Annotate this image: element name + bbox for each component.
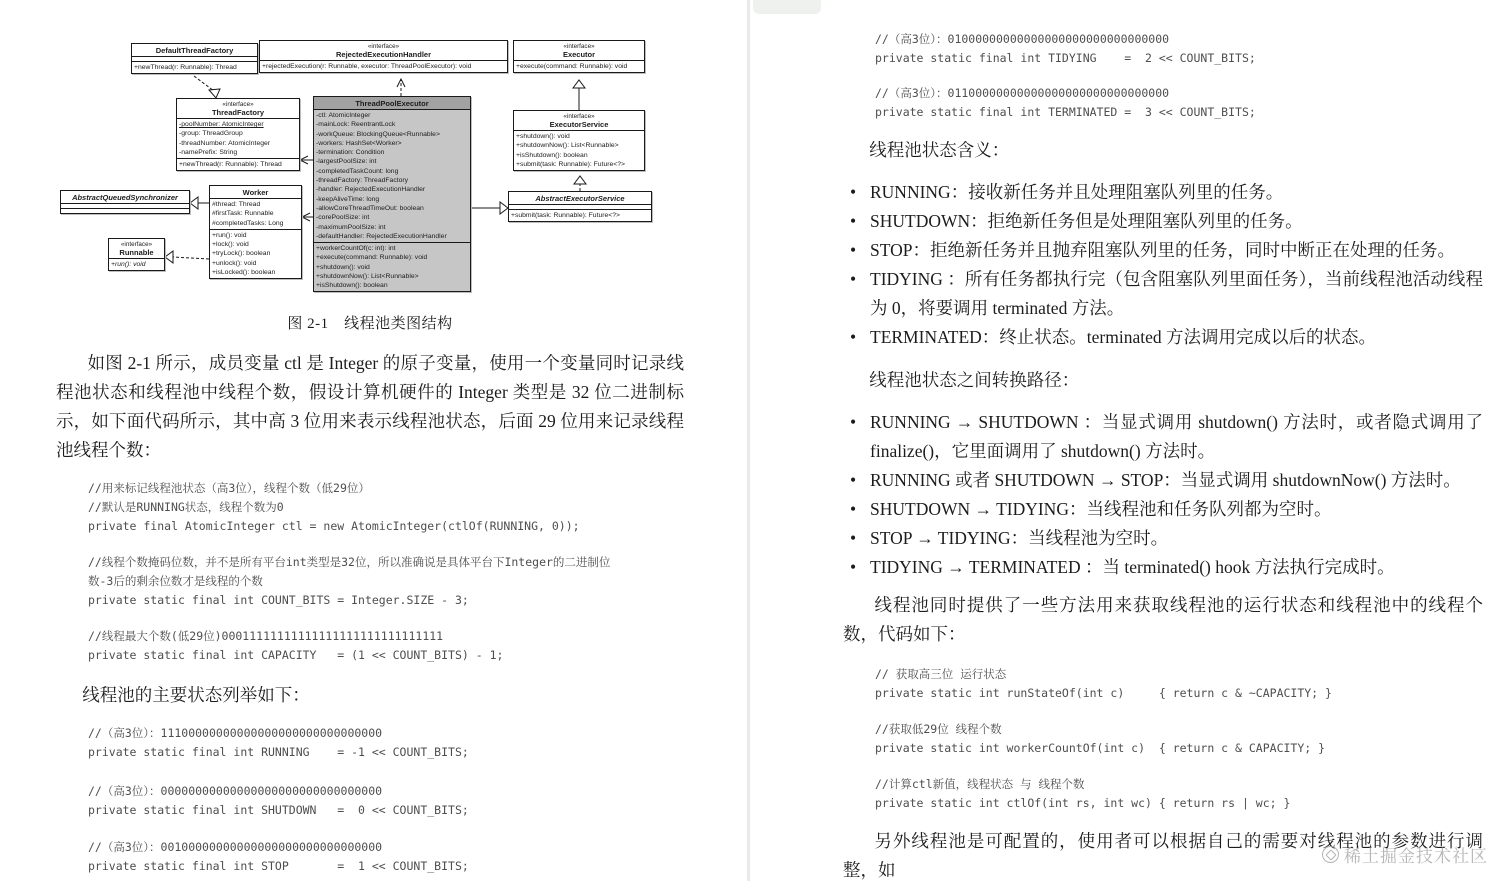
uml-class-executorservice [513, 110, 645, 171]
uml-method: +isShutdown(): boolean [516, 151, 588, 159]
code-line: //默认是RUNNING状态，线程个数为0 [88, 500, 284, 514]
state-meaning-list [843, 178, 1483, 352]
uml-attribute: -keepAliveTime: long [316, 195, 380, 203]
uml-method: +workerCountOf(c: int): int [316, 245, 396, 253]
intro-paragraph: 如图 2-1 所示，成员变量 ctl 是 Integer 的原子变量，使用一个变量同时记录线程池状态和线程池中线程个数，假设计算机硬件的 Integer 类型是 32 位二进制标示，如下面代码所示，其中高 3 位用来表示线程池状态，后面 29 位用来记录线程池线程个数： [56, 353, 684, 460]
uml-method: +tryLock(): boolean [212, 250, 271, 258]
code-line: private static final int COUNT_BITS = Integer.SIZE - 3; [88, 593, 469, 607]
class-name: Runnable [119, 248, 154, 257]
page-left [56, 35, 684, 876]
figure-caption: 图 2-1 线程池类图结构 [287, 316, 453, 332]
uml-class-threadfactory [176, 98, 300, 171]
page-right [843, 30, 1483, 881]
uml-attribute: -handler: RejectedExecutionHandler [316, 186, 426, 194]
code-block-running [56, 724, 684, 762]
bullet-item: • STOP：拒绝新任务并且抛弃阻塞队列里的任务，同时中断正在处理的任务。 [843, 236, 1483, 265]
uml-method: +rejectedExecution(r: Runnable, executor: ThreadPoolExecutor): void [262, 63, 472, 70]
stereotype: «interface» [563, 113, 595, 120]
heading-main-states: 线程池的主要状态列举如下： [82, 685, 310, 705]
code-line: private static final int TIDYING = 2 << COUNT_BITS; [875, 51, 1256, 65]
uml-attribute: -poolNumber: AtomicInteger [179, 121, 264, 128]
uml-method: +isLocked(): boolean [212, 269, 276, 277]
code-block-tidying [843, 30, 1483, 68]
uml-class-title [514, 41, 644, 60]
code-line: //（高3位）：01100000000000000000000000000000 [875, 86, 1170, 100]
juejin-watermark [1322, 842, 1488, 867]
final-paragraph: 另外线程池是可配置的，使用者可以根据自己的需要对线程池的参数进行调整，如 [843, 831, 1483, 880]
uml-empty-compartment [61, 208, 189, 213]
uml-attribute: #firstTask: Runnable [212, 210, 274, 218]
code-line: // 获取高三位 运行状态 [875, 667, 1007, 681]
class-name: ThreadPoolExecutor [355, 99, 429, 108]
code-line: //获取低29位 线程个数 [875, 722, 1002, 736]
class-name: ExecutorService [549, 120, 609, 129]
uml-class-title [509, 192, 651, 204]
uml-methods [514, 60, 644, 72]
bullet-item: • RUNNING：接收新任务并且处理阻塞队列里的任务。 [843, 178, 1483, 207]
uml-method: +shutdown(): void [316, 263, 370, 271]
uml-method: +shutdownNow(): List<Runnable> [516, 142, 619, 150]
uml-attribute: #completedTasks: Long [212, 219, 284, 227]
uml-class-diagram [56, 35, 684, 297]
uml-class-abstractexecutorservice [508, 191, 652, 222]
uml-class-title [314, 97, 470, 109]
uml-attributes [314, 109, 470, 242]
code-line: private static final int CAPACITY = (1 << COUNT_BITS) - 1; [88, 648, 504, 662]
code-line: //线程最大个数(低29位)00011111111111111111111111111111 [88, 629, 444, 643]
uml-method: +shutdownNow(): List<Runnable> [316, 273, 419, 281]
uml-class-defaultthreadfactory [131, 43, 258, 74]
uml-method: +isShutdown(): boolean [316, 282, 388, 290]
uml-method: +submit(task: Runnable): Future<?> [511, 212, 620, 219]
uml-attribute: -maximumPoolSize: int [316, 223, 386, 231]
uml-attribute: -termination: Condition [316, 149, 385, 157]
uml-method: +newThread(r: Runnable): Thread [134, 64, 237, 71]
uml-class-rejectedexecutionhandler [259, 40, 508, 73]
bullet-item: • TERMINATED：终止状态。terminated 方法调用完成以后的状态。 [843, 323, 1483, 352]
code-line: private static int ctlOf(int rs, int wc) { return rs | wc; } [875, 796, 1291, 810]
uml-attribute: -mainLock: ReentrantLock [316, 121, 396, 129]
code-line: //（高3位）：01000000000000000000000000000000 [875, 32, 1170, 46]
uml-attribute: -workQueue: BlockingQueue<Runnable> [316, 130, 440, 138]
uml-attribute: #thread: Thread [212, 201, 261, 208]
code-line: //（高3位）：11100000000000000000000000000000 [88, 726, 383, 740]
uml-attribute: -ctl: AtomicInteger [316, 112, 371, 119]
uml-class-title [109, 239, 164, 258]
class-name: DefaultThreadFactory [155, 46, 234, 55]
methods-paragraph: 线程池同时提供了一些方法用来获取线程池的运行状态和线程池中的线程个数，代码如下： [843, 595, 1483, 644]
uml-methods [177, 158, 299, 170]
code-line: //计算ctl新值，线程状态 与 线程个数 [875, 777, 1085, 791]
stereotype: «interface» [563, 43, 595, 50]
uml-methods [132, 61, 257, 73]
uml-method: +submit(task: Runnable): Future<?> [516, 160, 625, 168]
juejin-logo-icon [1322, 846, 1339, 863]
code-block-ctl [56, 479, 684, 536]
bullet-item: • RUNNING 或者 SHUTDOWN → STOP：当显式调用 shutdownNow() 方法时。 [843, 466, 1483, 495]
code-block-runstateof [843, 665, 1483, 703]
uml-attribute: -allowCoreThreadTimeOut: boolean [316, 204, 424, 212]
uml-class-title [177, 99, 299, 118]
code-block-count-bits [56, 553, 684, 610]
class-name: Worker [242, 188, 269, 197]
code-line: private static int workerCountOf(int c) { return c & CAPACITY; } [875, 741, 1326, 755]
uml-methods [509, 209, 651, 221]
uml-attributes [210, 198, 301, 229]
uml-attribute: -namePrefix: String [179, 148, 238, 156]
uml-methods [260, 60, 507, 72]
uml-methods [210, 229, 301, 278]
heading-state-transition: 线程池状态之间转换路径： [869, 370, 1080, 390]
uml-attribute: -largestPoolSize: int [316, 158, 377, 166]
bullet-item: • TIDYING ：所有任务都执行完（包含阻塞队列里面任务），当前线程池活动线程为 0，将要调用 terminated 方法。 [843, 265, 1483, 323]
code-line: private static final int STOP = 1 << COUNT_BITS; [88, 859, 469, 873]
uml-class-threadpoolexecutor [313, 96, 471, 292]
uml-class-abstractqueuedsynchronizer [60, 190, 190, 214]
uml-class-worker [209, 185, 302, 279]
uml-methods [314, 242, 470, 291]
code-line: //线程个数掩码位数，并不是所有平台int类型是32位，所以准确说是具体平台下Integer的二进制位 [88, 555, 611, 569]
class-name: AbstractQueuedSynchronizer [72, 193, 178, 202]
uml-attribute: -defaultHandler: RejectedExecutionHandler [316, 232, 447, 240]
code-line: private static final int TERMINATED = 3 << COUNT_BITS; [875, 105, 1256, 119]
uml-attribute: -corePoolSize: int [316, 214, 370, 222]
uml-attribute: -workers: HashSet<Worker> [316, 139, 402, 147]
page-gutter-divider [747, 0, 750, 881]
code-block-stop [56, 838, 684, 876]
code-line: private static final int RUNNING = -1 << COUNT_BITS; [88, 745, 469, 759]
class-name: RejectedExecutionHandler [335, 50, 432, 59]
code-line: private final AtomicInteger ctl = new AtomicInteger(ctlOf(RUNNING, 0)); [88, 519, 580, 533]
uml-methods [109, 258, 164, 270]
uml-method: +run(): void [111, 261, 146, 268]
state-transition-list [843, 408, 1483, 582]
uml-class-title [210, 186, 301, 198]
code-block-ctlof [843, 775, 1483, 813]
uml-method: +run(): void [212, 231, 247, 239]
stereotype: «interface» [120, 241, 153, 248]
class-name: ThreadFactory [211, 108, 265, 117]
uml-class-title [514, 111, 644, 130]
code-block-terminated [843, 84, 1483, 122]
uml-attribute: -threadFactory: ThreadFactory [316, 177, 409, 185]
bullet-item: • SHUTDOWN → TIDYING：当线程池和任务队列都为空时。 [843, 495, 1483, 524]
uml-attribute: -completedTaskCount: long [316, 167, 399, 175]
code-line: private static int runStateOf(int c) { return c & ~CAPACITY; } [875, 686, 1332, 700]
code-block-capacity [56, 627, 684, 665]
code-line: //（高3位）：00000000000000000000000000000000 [88, 784, 383, 798]
uml-class-executor [513, 40, 645, 73]
uml-attribute: -group: ThreadGroup [179, 130, 243, 138]
uml-method: +unlock(): void [212, 259, 257, 267]
uml-method: +execute(command: Runnable): void [316, 254, 428, 262]
code-block-shutdown [56, 782, 684, 820]
code-line: 数-3后的剩余位数才是线程的个数 [88, 574, 263, 588]
uml-method: +newThread(r: Runnable): Thread [179, 161, 282, 169]
bullet-item: • SHUTDOWN：拒绝新任务但是处理阻塞队列里的任务。 [843, 207, 1483, 236]
uml-method: +execute(command: Runnable): void [516, 63, 628, 70]
uml-method: +lock(): void [212, 241, 249, 249]
uml-class-title [260, 41, 507, 60]
code-line: //（高3位）：00100000000000000000000000000000 [88, 840, 383, 854]
code-line: private static final int SHUTDOWN = 0 << COUNT_BITS; [88, 803, 469, 817]
stereotype: «interface» [222, 101, 254, 108]
uml-attribute: -threadNumber: AtomicInteger [179, 139, 271, 147]
watermark-text: 稀土掘金技术社区 [1344, 847, 1488, 866]
uml-class-title [132, 44, 257, 56]
bullet-item: • RUNNING → SHUTDOWN ：当显式调用 shutdown() 方法时，或者隐式调用了 finalize()，它里面调用了 shutdown() 方法时。 [843, 408, 1483, 466]
uml-class-runnable [108, 238, 165, 271]
uml-attributes [177, 118, 299, 158]
bullet-item: • STOP → TIDYING：当线程池为空时。 [843, 524, 1483, 553]
class-name: AbstractExecutorService [535, 194, 625, 203]
uml-method: +shutdown(): void [516, 133, 570, 140]
heading-state-meaning: 线程池状态含义： [869, 140, 1010, 160]
uml-class-title [61, 191, 189, 203]
code-block-workercountof [843, 720, 1483, 758]
code-line: //用来标记线程池状态（高3位），线程个数（低29位） [88, 481, 370, 495]
uml-methods [514, 130, 644, 170]
class-name: Executor [562, 50, 596, 59]
gutter-smudge [753, 0, 821, 14]
stereotype: «interface» [367, 43, 400, 50]
bullet-item: • TIDYING → TERMINATED ：当 terminated() hook 方法执行完成时。 [843, 553, 1483, 582]
